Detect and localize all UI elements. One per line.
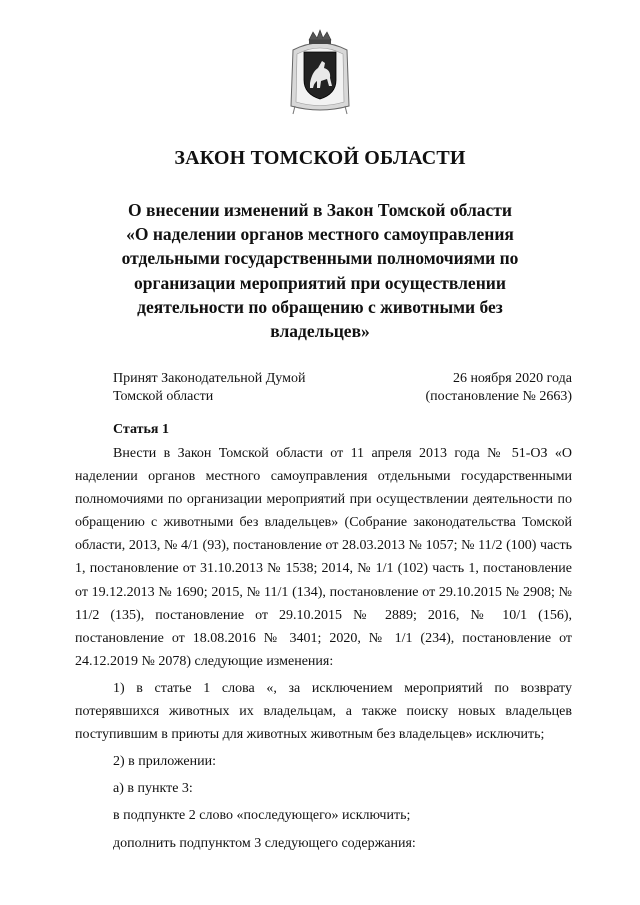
article-paragraph: 1) в статье 1 слова «, за исключением мероприятий по возврату потерявшихся животных их владельцам, а также поиску новых владельцев поступившим в приюты для животных животным без владельцев» исключить; — [75, 680, 572, 743]
resolution-number: (постановление № 2663) — [425, 389, 572, 404]
article-paragraph: Внести в Закон Томской области от 11 апреля 2013 года № 51-ОЗ «О наделении органов местного самоуправления отдельными государственными полномочиями по организации мероприятий при осуществлении деятельности по обращению с животными без владельцев» (Собрание законодательства Томской области, 2013, № 4/1 (93), постановление от 28.03.2013 № 1057; № 11/2 (100) часть 1, постановление от 31.10.2013 № 1538; 2014, № 1/1 (102) часть 1, постановление от 19.12.2013 № 1690; 2015, № 11/1 (134), постановление от 29.10.2015 № 2908; № 11/2 (135), постановление от 29.10.2015 № 2889; 2016, № 10/1 (156), постановление от 18.08.2016 № 3401; 2020, № 1/1 (234), постановление от 24.12.2019 № 2078) следующие изменения: — [75, 446, 572, 669]
article-paragraph: а) в пункте 3: — [113, 781, 193, 797]
subject-line: О внесении изменений в Закон Томской области — [128, 200, 512, 220]
article-paragraph: дополнить подпунктом 3 следующего содержания: — [113, 835, 416, 851]
subject-line: деятельности по обращению с животными без — [137, 296, 503, 317]
subject-line: владельцев» — [270, 321, 370, 342]
article-paragraph: 2) в приложении: — [113, 754, 216, 770]
coat-of-arms-emblem — [287, 28, 353, 116]
law-title: ЗАКОН ТОМСКОЙ ОБЛАСТИ — [174, 147, 466, 169]
subject-line: организации мероприятий при осуществлении — [134, 272, 506, 293]
adoption-date — [425, 370, 572, 406]
adoption-date-line: 26 ноября 2020 года — [452, 371, 572, 386]
adopted-by-line: Томской области — [113, 389, 214, 404]
law-subject — [60, 198, 580, 343]
subject-line: отдельными государственными полномочиями по — [121, 248, 519, 269]
subject-line: «О наделении органов местного самоуправления — [126, 224, 514, 245]
article-paragraph: в подпункте 2 слово «последующего» исключить; — [113, 808, 411, 824]
adopted-by — [113, 370, 305, 406]
article-body — [75, 442, 572, 855]
article-heading: Статья 1 — [113, 422, 169, 437]
adopted-by-line: Принят Законодательной Думой — [113, 371, 306, 386]
